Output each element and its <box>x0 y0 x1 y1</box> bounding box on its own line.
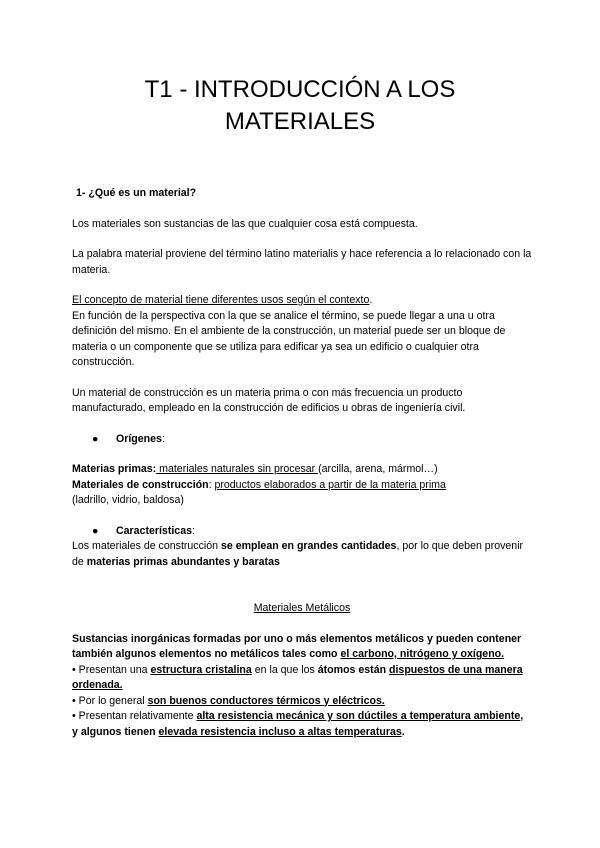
bullet-icon: ● <box>92 524 99 537</box>
concept-underlined: El concepto de material tiene diferentes usos según el contexto <box>72 294 370 306</box>
section-heading-1: 1- ¿Qué es un material? <box>76 187 197 199</box>
paragraph-4: Un material de construcción es un materia prima o con más frecuencia un producto manufacturado, empleado en la construcción de edificios u obras de ingeniería civil. <box>72 386 466 414</box>
section-heading-metales: Materiales Metálicos <box>253 602 351 614</box>
bullet-heading-origenes: ● Orígenes: <box>72 432 532 448</box>
document-body <box>72 186 532 740</box>
paragraph-2: La palabra material proviene del término latino materialis y hace referencia a lo relacionado con la materia. <box>72 248 532 276</box>
page-title <box>60 74 540 138</box>
bullet-heading-caracteristicas: ● Características: <box>72 524 532 540</box>
bullet-icon: ● <box>92 432 99 445</box>
paragraph-3: El concepto de material tiene diferentes usos según el contexto. En función de la perspectiva con la que se analice el término, se puede llegar a una u otra definición del mismo. En el ambiente de la construcción, un material puede ser un bloque de materia o un componente que se utiliza para edificar ya sea un edificio o cualquier otra construcción. <box>72 294 506 368</box>
title-line-1: T1 - INTRODUCCIÓN A LOS <box>144 76 456 103</box>
caracteristicas-paragraph: Los materiales de construcción se emplean en grandes cantidades, por lo que deben provenir de materias primas abundantes y baratas <box>72 540 524 568</box>
metales-bullet-1: • Presentan una estructura cristalina en la que los átomos están dispuestos de una manera ordenada. <box>72 663 523 691</box>
title-line-2: MATERIALES <box>224 108 376 135</box>
paragraph-3-rest: En función de la perspectiva con la que se analice el término, se puede llegar a una u otra definición del mismo. En el ambiente de la construcción, un material puede ser un bloque de materia o un componente que se utiliza para edificar ya sea un edificio o cualquier otra construcción. <box>72 309 506 368</box>
metales-intro: Sustancias inorgánicas formadas por uno o más elementos metálicos y pueden contener también algunos elementos no metálicos tales como el carbono, nitrógeno y oxígeno. <box>72 632 522 660</box>
metales-bullet-3: • Presentan relativamente alta resistencia mecánica y son dúctiles a temperatura ambiente, y algunos tienen elevada resistencia incluso a altas temperaturas. <box>72 710 524 738</box>
materiales-construccion-line: Materiales de construcción: productos elaborados a partir de la materia prima (ladrillo, vidrio, baldosa) <box>72 478 446 506</box>
materias-primas-line: Materias primas: materiales naturales sin procesar (arcilla, arena, mármol…) <box>72 463 438 475</box>
metales-bullet-2: • Por lo general son buenos conductores térmicos y eléctricos. <box>72 694 385 707</box>
paragraph-1: Los materiales son sustancias de las que cualquier cosa está compuesta. <box>72 217 418 230</box>
